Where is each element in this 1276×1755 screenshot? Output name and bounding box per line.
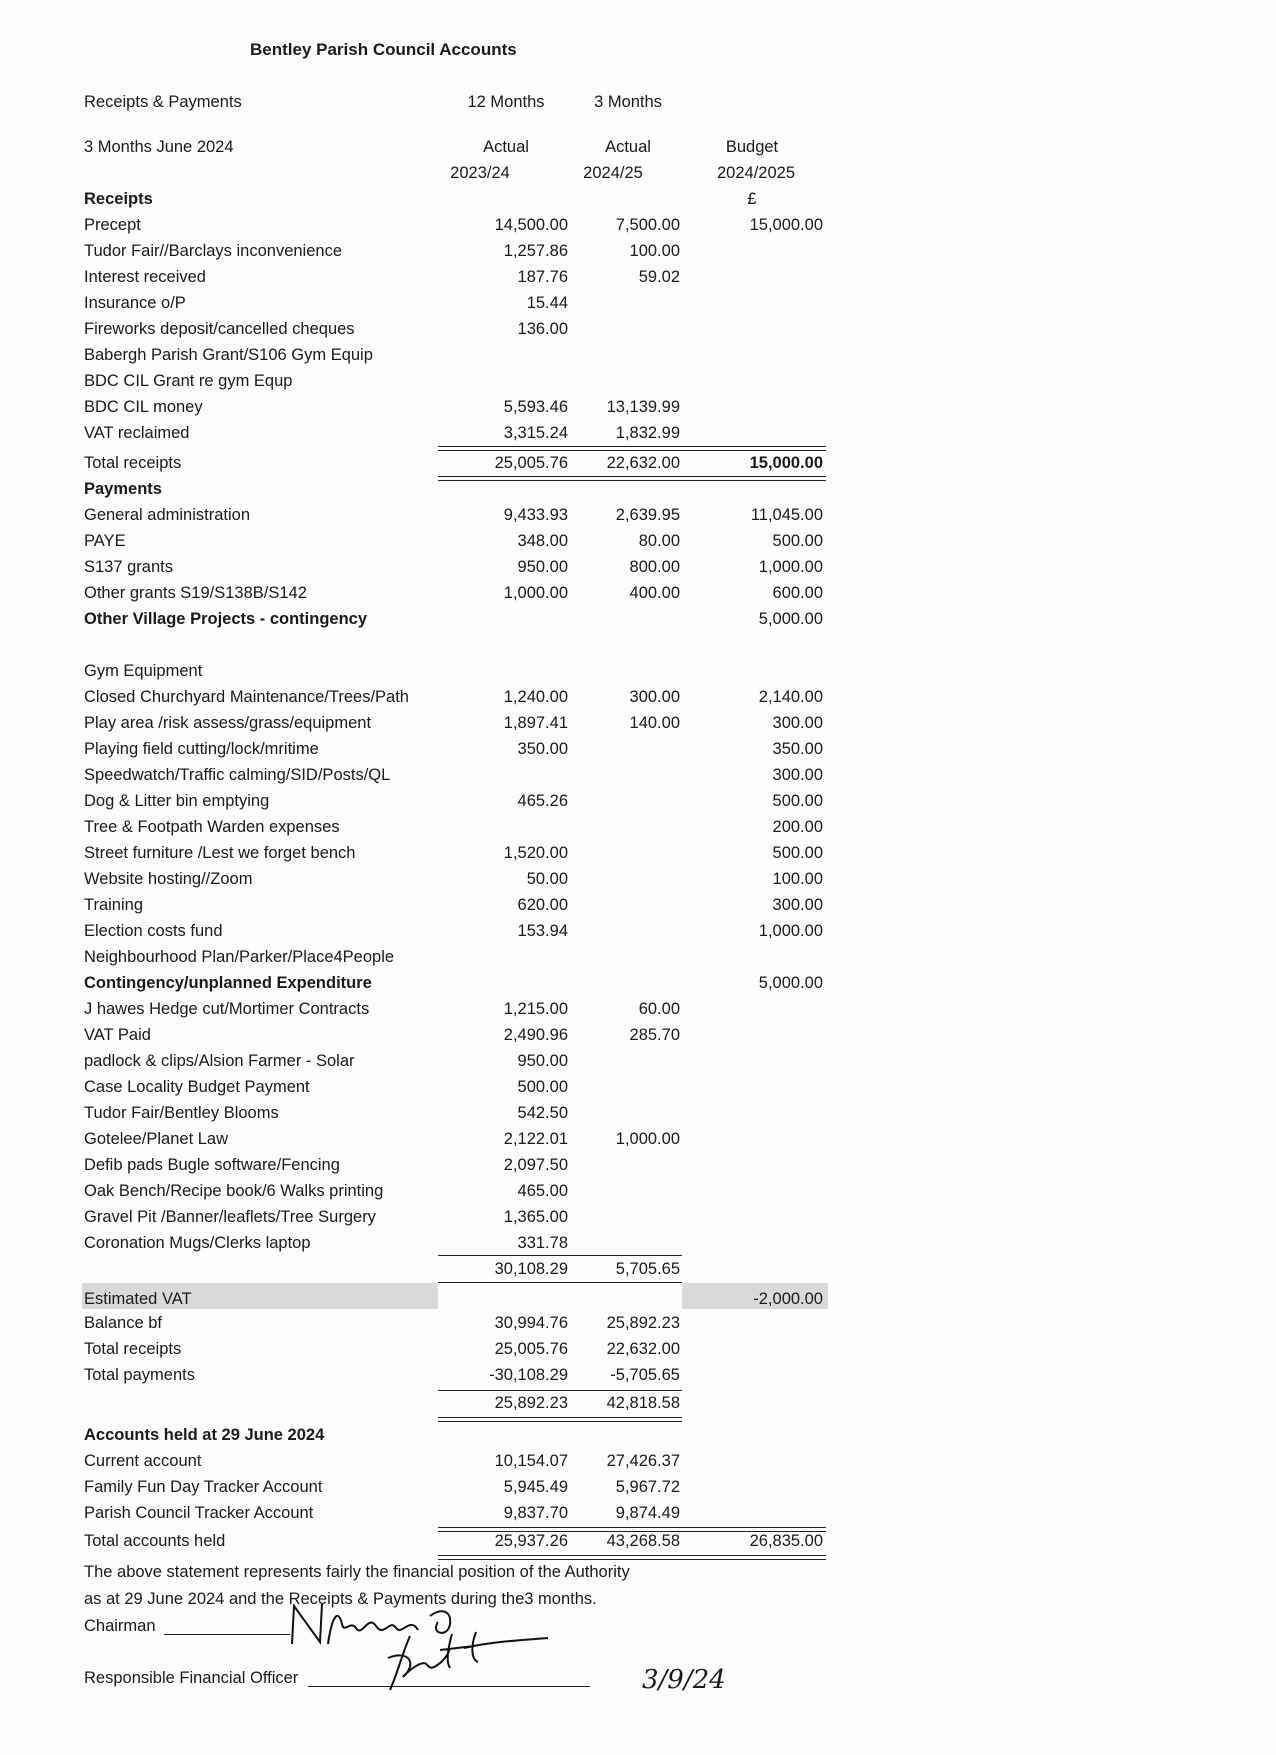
row-label-other-village-projects-contingency: Other Village Projects - contingency <box>84 610 368 628</box>
row-value-b-current-account: 27,426.37 <box>606 1452 680 1470</box>
row-value-a-general-administration: 9,433.93 <box>503 506 568 524</box>
total-rule-line <box>438 1421 682 1422</box>
row-value-c-general-administration: 11,045.00 <box>750 506 823 524</box>
page-title: Bentley Parish Council Accounts <box>250 40 517 59</box>
row-value-a-website-hosting-zoom: 50.00 <box>526 870 568 888</box>
row-label-total-payments: Total payments <box>84 1366 195 1384</box>
row-label-vat-paid: VAT Paid <box>84 1026 151 1044</box>
col2-header-period: 3 Months <box>594 93 662 111</box>
row-label-other-grants-s19-s138b-s142: Other grants S19/S138B/S142 <box>84 584 307 602</box>
row-label-tudor-fair-barclays-inconvenience: Tudor Fair//Barclays inconvenience <box>84 242 343 260</box>
row-label-bdc-cil-grant-re-gym-equp: BDC CIL Grant re gym Equp <box>84 372 293 390</box>
row-label-total-receipts: Total receipts <box>84 1340 182 1358</box>
total-rule-line <box>438 450 826 451</box>
row-value-a-gravel-pit-banner-leaflets-tree-surgery: 1,365.00 <box>503 1208 568 1226</box>
row-value-a-total-payments: -30,108.29 <box>489 1366 568 1384</box>
row-value-a-oak-bench-recipe-book-6-walks-printing: 465.00 <box>517 1182 568 1200</box>
row-label-fireworks-deposit-cancelled-cheques: Fireworks deposit/cancelled cheques <box>84 320 355 338</box>
row-label-family-fun-day-tracker-account: Family Fun Day Tracker Account <box>84 1478 323 1496</box>
total-rule-line <box>438 1531 826 1532</box>
row-value-a-j-hawes-hedge-cut-mortimer-contracts: 1,215.00 <box>503 1000 568 1018</box>
row-value-a-gotelee-planet-law: 2,122.01 <box>503 1130 568 1148</box>
total-rule-line <box>438 1390 682 1391</box>
col1-header-period: 12 Months <box>467 93 545 111</box>
row-label-vat-reclaimed: VAT reclaimed <box>84 424 190 442</box>
row-value-a-total-accounts-held: 25,937.26 <box>494 1532 568 1550</box>
row-value-a-parish-council-tracker-account: 9,837.70 <box>503 1504 568 1522</box>
row-label-play-area-risk-assess-grass-equipment: Play area /risk assess/grass/equipment <box>84 714 372 732</box>
header-receipts-payments: Receipts & Payments <box>84 93 242 111</box>
row-label-gotelee-planet-law: Gotelee/Planet Law <box>84 1130 229 1148</box>
row-value-a-playing-field-cutting-lock-mritime: 350.00 <box>517 740 568 758</box>
row-value-b-tudor-fair-barclays-inconvenience: 100.00 <box>629 242 680 260</box>
row-label-insurance-o-p: Insurance o/P <box>84 294 186 312</box>
chairman-signature-line <box>164 1634 290 1635</box>
row-label-current-account: Current account <box>84 1452 202 1470</box>
row-value-c-street-furniture-lest-we-forget-bench: 500.00 <box>772 844 823 862</box>
row-label-interest-received: Interest received <box>84 268 206 286</box>
row-label-payments: Payments <box>84 480 162 498</box>
row-label-tree-footpath-warden-expenses: Tree & Footpath Warden expenses <box>84 818 340 836</box>
row-value-a-vat-paid: 2,490.96 <box>503 1026 568 1044</box>
row-value-c-training: 300.00 <box>772 896 823 914</box>
handwritten-date: 3/9/24 <box>642 1665 726 1695</box>
row-value-a-row: 30,108.29 <box>494 1260 568 1278</box>
row-value-a-vat-reclaimed: 3,315.24 <box>503 424 568 442</box>
row-label-oak-bench-recipe-book-6-walks-printing: Oak Bench/Recipe book/6 Walks printing <box>84 1182 384 1200</box>
row-value-c-s137-grants: 1,000.00 <box>758 558 823 576</box>
row-label-gravel-pit-banner-leaflets-tree-surgery: Gravel Pit /Banner/leaflets/Tree Surgery <box>84 1208 376 1226</box>
total-rule-line <box>438 1255 682 1256</box>
rfo-label: Responsible Financial Officer <box>84 1669 299 1687</box>
row-value-c-election-costs-fund: 1,000.00 <box>758 922 823 940</box>
total-rule-line <box>438 1417 682 1418</box>
row-value-c-total-accounts-held: 26,835.00 <box>749 1532 823 1550</box>
row-value-b-balance-bf: 25,892.23 <box>606 1314 680 1332</box>
row-label-total-receipts: Total receipts <box>84 454 182 472</box>
header-period: 3 Months June 2024 <box>84 138 234 156</box>
row-value-a-tudor-fair-barclays-inconvenience: 1,257.86 <box>503 242 568 260</box>
row-value-b-family-fun-day-tracker-account: 5,967.72 <box>615 1478 680 1496</box>
row-value-a-balance-bf: 30,994.76 <box>494 1314 568 1332</box>
row-label-padlock-clips-alsion-farmer-solar: padlock & clips/Alsion Farmer - Solar <box>84 1052 355 1070</box>
chairman-label: Chairman <box>84 1617 156 1635</box>
row-label-election-costs-fund: Election costs fund <box>84 922 223 940</box>
row-value-a-dog-litter-bin-emptying: 465.26 <box>517 792 568 810</box>
row-value-c-paye: 500.00 <box>772 532 823 550</box>
row-value-a-total-receipts: 25,005.76 <box>494 454 568 472</box>
total-rule-line <box>438 1555 826 1556</box>
row-value-b-general-administration: 2,639.95 <box>615 506 680 524</box>
col1-header-type: Actual <box>483 138 529 156</box>
col3-header-currency: £ <box>747 190 757 208</box>
row-value-a-case-locality-budget-payment: 500.00 <box>517 1078 568 1096</box>
total-rule-line <box>438 1559 826 1560</box>
row-value-c-other-village-projects-contingency: 5,000.00 <box>758 610 823 628</box>
row-value-c-dog-litter-bin-emptying: 500.00 <box>772 792 823 810</box>
row-value-c-estimated-vat: -2,000.00 <box>753 1290 823 1308</box>
row-value-a-fireworks-deposit-cancelled-cheques: 136.00 <box>517 320 568 338</box>
statement-line-2: as at 29 June 2024 and the Receipts & Payments during the3 months. <box>84 1590 597 1608</box>
col3-header-type: Budget <box>725 138 779 156</box>
row-value-a-insurance-o-p: 15.44 <box>526 294 568 312</box>
row-label-dog-litter-bin-emptying: Dog & Litter bin emptying <box>84 792 270 810</box>
row-value-a-coronation-mugs-clerks-laptop: 331.78 <box>517 1234 568 1252</box>
row-value-a-other-grants-s19-s138b-s142: 1,000.00 <box>503 584 568 602</box>
row-label-precept: Precept <box>84 216 141 234</box>
row-value-c-speedwatch-traffic-calming-sid-posts-ql: 300.00 <box>772 766 823 784</box>
col2-header-year: 2024/25 <box>583 164 643 182</box>
row-value-a-current-account: 10,154.07 <box>494 1452 568 1470</box>
row-value-c-other-grants-s19-s138b-s142: 600.00 <box>772 584 823 602</box>
total-rule-line <box>438 480 826 481</box>
row-value-b-interest-received: 59.02 <box>638 268 680 286</box>
row-value-b-total-receipts: 22,632.00 <box>606 454 680 472</box>
row-value-b-gotelee-planet-law: 1,000.00 <box>615 1130 680 1148</box>
row-label-tudor-fair-bentley-blooms: Tudor Fair/Bentley Blooms <box>84 1104 279 1122</box>
row-value-c-closed-churchyard-maintenance-trees-path: 2,140.00 <box>758 688 823 706</box>
row-value-a-paye: 348.00 <box>517 532 568 550</box>
row-value-b-row: 42,818.58 <box>606 1394 680 1412</box>
row-value-a-bdc-cil-money: 5,593.46 <box>503 398 568 416</box>
total-rule-line <box>438 1527 826 1528</box>
row-value-b-j-hawes-hedge-cut-mortimer-contracts: 60.00 <box>638 1000 680 1018</box>
row-value-a-precept: 14,500.00 <box>494 216 568 234</box>
row-value-a-tudor-fair-bentley-blooms: 542.50 <box>517 1104 568 1122</box>
row-value-a-closed-churchyard-maintenance-trees-path: 1,240.00 <box>503 688 568 706</box>
row-value-a-defib-pads-bugle-software-fencing: 2,097.50 <box>503 1156 568 1174</box>
row-value-b-vat-paid: 285.70 <box>629 1026 680 1044</box>
row-label-general-administration: General administration <box>84 506 250 524</box>
row-label-gym-equipment: Gym Equipment <box>84 662 203 680</box>
row-value-a-total-receipts: 25,005.76 <box>494 1340 568 1358</box>
row-value-b-total-payments: -5,705.65 <box>610 1366 680 1384</box>
row-value-a-street-furniture-lest-we-forget-bench: 1,520.00 <box>503 844 568 862</box>
row-value-a-family-fun-day-tracker-account: 5,945.49 <box>503 1478 568 1496</box>
rfo-signature <box>380 1628 570 1694</box>
row-label-bdc-cil-money: BDC CIL money <box>84 398 203 416</box>
row-label-balance-bf: Balance bf <box>84 1314 162 1332</box>
row-value-b-s137-grants: 800.00 <box>629 558 680 576</box>
row-value-c-website-hosting-zoom: 100.00 <box>772 870 823 888</box>
col2-header-type: Actual <box>605 138 651 156</box>
row-value-b-total-accounts-held: 43,268.58 <box>606 1532 680 1550</box>
row-value-a-padlock-clips-alsion-farmer-solar: 950.00 <box>517 1052 568 1070</box>
row-label-playing-field-cutting-lock-mritime: Playing field cutting/lock/mritime <box>84 740 319 758</box>
row-label-s137-grants: S137 grants <box>84 558 173 576</box>
row-label-defib-pads-bugle-software-fencing: Defib pads Bugle software/Fencing <box>84 1156 340 1174</box>
row-label-street-furniture-lest-we-forget-bench: Street furniture /Lest we forget bench <box>84 844 356 862</box>
row-value-a-s137-grants: 950.00 <box>517 558 568 576</box>
row-label-website-hosting-zoom: Website hosting//Zoom <box>84 870 253 888</box>
row-value-b-closed-churchyard-maintenance-trees-path: 300.00 <box>629 688 680 706</box>
row-label-receipts: Receipts <box>84 190 153 208</box>
row-value-b-precept: 7,500.00 <box>615 216 680 234</box>
row-value-c-precept: 15,000.00 <box>749 216 823 234</box>
row-label-paye: PAYE <box>84 532 126 550</box>
row-value-c-playing-field-cutting-lock-mritime: 350.00 <box>772 740 823 758</box>
col1-header-year: 2023/24 <box>450 164 510 182</box>
row-value-a-play-area-risk-assess-grass-equipment: 1,897.41 <box>503 714 568 732</box>
total-rule-line <box>438 476 826 477</box>
row-label-closed-churchyard-maintenance-trees-path: Closed Churchyard Maintenance/Trees/Path <box>84 688 409 706</box>
row-value-b-play-area-risk-assess-grass-equipment: 140.00 <box>629 714 680 732</box>
row-label-case-locality-budget-payment: Case Locality Budget Payment <box>84 1078 310 1096</box>
row-value-a-interest-received: 187.76 <box>517 268 568 286</box>
row-label-parish-council-tracker-account: Parish Council Tracker Account <box>84 1504 314 1522</box>
row-value-b-other-grants-s19-s138b-s142: 400.00 <box>629 584 680 602</box>
row-label-neighbourhood-plan-parker-place4people: Neighbourhood Plan/Parker/Place4People <box>84 948 395 966</box>
row-value-b-bdc-cil-money: 13,139.99 <box>606 398 680 416</box>
row-value-b-row: 5,705.65 <box>615 1260 680 1278</box>
row-label-coronation-mugs-clerks-laptop: Coronation Mugs/Clerks laptop <box>84 1234 311 1252</box>
row-label-training: Training <box>84 896 143 914</box>
row-label-contingency-unplanned-expenditure: Contingency/unplanned Expenditure <box>84 974 372 992</box>
row-label-accounts-held-at-29-june-2024: Accounts held at 29 June 2024 <box>84 1426 325 1444</box>
row-value-c-tree-footpath-warden-expenses: 200.00 <box>772 818 823 836</box>
row-value-a-row: 25,892.23 <box>494 1394 568 1412</box>
row-value-b-vat-reclaimed: 1,832.99 <box>615 424 680 442</box>
row-value-a-election-costs-fund: 153.94 <box>517 922 568 940</box>
total-rule-line <box>438 446 826 447</box>
row-label-estimated-vat: Estimated VAT <box>84 1290 192 1308</box>
row-value-a-training: 620.00 <box>517 896 568 914</box>
col3-header-year: 2024/2025 <box>717 164 795 182</box>
row-value-c-contingency-unplanned-expenditure: 5,000.00 <box>758 974 823 992</box>
row-label-total-accounts-held: Total accounts held <box>84 1532 226 1550</box>
row-value-c-play-area-risk-assess-grass-equipment: 300.00 <box>772 714 823 732</box>
row-value-c-total-receipts: 15,000.00 <box>749 454 823 472</box>
statement-line-1: The above statement represents fairly the financial position of the Authority <box>84 1563 630 1581</box>
row-value-b-paye: 80.00 <box>638 532 680 550</box>
row-label-j-hawes-hedge-cut-mortimer-contracts: J hawes Hedge cut/Mortimer Contracts <box>84 1000 370 1018</box>
row-label-babergh-parish-grant-s106-gym-equip: Babergh Parish Grant/S106 Gym Equip <box>84 346 373 364</box>
row-value-b-total-receipts: 22,632.00 <box>606 1340 680 1358</box>
total-rule-line <box>438 1282 682 1283</box>
row-label-speedwatch-traffic-calming-sid-posts-ql: Speedwatch/Traffic calming/SID/Posts/QL <box>84 766 391 784</box>
row-value-b-parish-council-tracker-account: 9,874.49 <box>615 1504 680 1522</box>
